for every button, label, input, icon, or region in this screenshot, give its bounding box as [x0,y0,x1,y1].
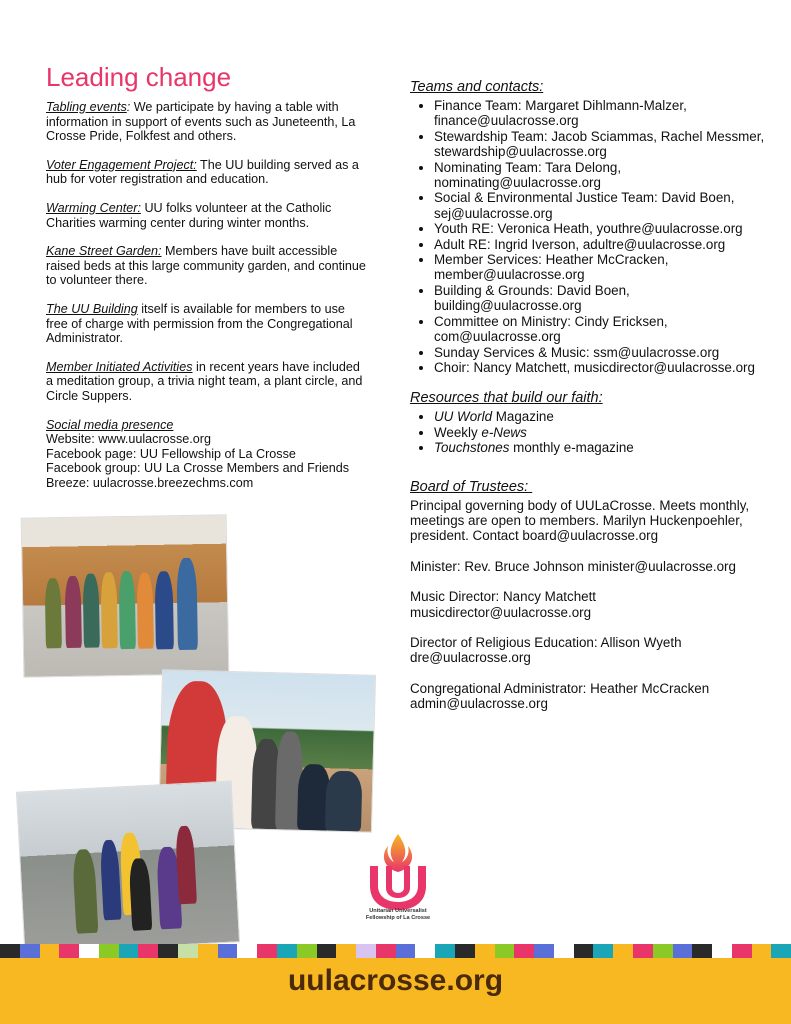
stripe-segment [712,944,732,958]
item-garden [46,244,366,288]
stripe-segment [237,944,257,958]
item-text: We participate by having a table with information in support of events such as Juneteenth, La Crosse Pride, Folkfest and others. [46,100,356,144]
item-label: Voter Engagement Project: [46,157,197,172]
stripe-segment [633,944,653,958]
list-item: • Committee on Ministry: Cindy Ericksen, com@uulacrosse.org [434,314,770,345]
teams-heading: Teams and contacts: [410,79,544,95]
resources-heading: Resources that build our faith: [410,390,603,407]
item-label: Member Initiated Activities [46,359,193,374]
social-heading: Social media presence [46,417,174,432]
stripe-segment [435,944,455,958]
stripe-segment [593,944,613,958]
stripe-segment [198,944,218,958]
stripe-segment [771,944,791,958]
stripe-segment [613,944,633,958]
stripe-segment [376,944,396,958]
resources-list [410,409,770,455]
resource-rest: Magazine [492,409,554,425]
item-label: Warming Center: [46,200,141,215]
stripe-segment [99,944,119,958]
item-text: in recent years have included a meditation group, a trivia night team, a plant circle, and Circle Suppers. [46,359,363,403]
social-media [46,418,366,491]
item-text: itself is available for members to use free of charge with permission from the Congregational Administrator. [46,301,353,346]
list-item [434,409,770,424]
stripe-segment [79,944,99,958]
board-heading: Board of Trustees: [410,478,533,495]
page-title: Leading change [46,62,232,92]
list-item: • Member Services: Heather McCracken, member@uulacrosse.org [434,252,770,283]
staff-minister: Minister: Rev. Bruce Johnson minister@uulacrosse.org [410,558,736,574]
group-photo-indoor [21,514,230,678]
list-item: • Choir: Nancy Matchett, musicdirector@uulacrosse.org [434,360,770,375]
item-text: The UU building served as a hub for voter registration and education. [46,157,359,187]
stripe-segment [732,944,752,958]
staff-administrator: Congregational Administrator: Heather McCracken admin@uulacrosse.org [410,680,710,712]
social-breeze: Breeze: uulacrosse.breezechms.com [46,475,254,490]
stripe-segment [158,944,178,958]
list-item [434,425,770,440]
resource-title: e-News [481,424,527,440]
logo-line2: Fellowship of La Crosse [365,915,431,921]
resource-prefix: Weekly [434,424,482,440]
staff-dre: Director of Religious Education: Allison Wyeth dre@uulacrosse.org [410,634,682,666]
social-facebook-group: Facebook group: UU La Crosse Members and Friends [46,461,350,476]
stripe-segment [257,944,277,958]
stripe-segment [40,944,60,958]
stripe-segment [692,944,712,958]
stripe-segment [119,944,139,958]
item-label: Tabling events [46,100,127,114]
right-column [410,78,770,727]
stripe-segment [396,944,416,958]
stripe-segment [277,944,297,958]
stripe-segment [455,944,475,958]
stripe-segment [138,944,158,958]
stripe-segment [0,944,20,958]
stripe-segment [178,944,198,958]
list-item: • Social & Environmental Justice Team: David Boen, sej@uulacrosse.org [434,190,770,221]
logo-caption [346,908,450,922]
item-warming [46,201,366,230]
color-stripe [0,944,791,958]
group-photo-outdoor [16,780,240,953]
item-text: UU folks volunteer at the Catholic Charities warming center during winter months. [46,200,332,230]
stripe-segment [297,944,317,958]
stripe-segment [317,944,337,958]
stripe-segment [653,944,673,958]
resource-title: Touchstones [434,440,510,456]
item-sep: : [126,100,131,114]
list-item: • Youth RE: Veronica Heath, youthre@uulacrosse.org [434,221,770,236]
item-member-activities [46,360,366,404]
item-text: Members have built accessible raised beds at this large community garden, and continue to volunteer there. [46,244,366,288]
list-item: • Sunday Services & Music: ssm@uulacrosse.org [434,345,770,360]
stripe-segment [752,944,772,958]
stripe-segment [574,944,594,958]
item-building [46,302,366,346]
footer-url[interactable]: uulacrosse.org [287,964,504,997]
logo-line1: Unitarian Universalist [369,908,427,914]
list-item: • Finance Team: Margaret Dihlmann-Malzer, finance@uulacrosse.org [434,98,770,129]
stripe-segment [673,944,693,958]
resource-rest: monthly e-magazine [509,440,634,456]
list-item [434,440,770,455]
stripe-segment [554,944,574,958]
stripe-segment [495,944,515,958]
stripe-segment [356,944,376,958]
stripe-segment [514,944,534,958]
stripe-segment [415,944,435,958]
list-item: • Nominating Team: Tara Delong, nominating@uulacrosse.org [434,160,770,191]
social-facebook-page: Facebook page: UU Fellowship of La Crosse [46,446,296,461]
list-item: • Adult RE: Ingrid Iverson, adultre@uulacrosse.org [434,237,770,252]
stripe-segment [475,944,495,958]
board-text: Principal governing body of UULaCrosse. Meets monthly, meetings are open to members. Marilyn Huckenpoehler, president. Contact board@uulacrosse.org [410,497,750,544]
stripe-segment [336,944,356,958]
item-voter [46,158,366,187]
item-label: The UU Building [46,301,138,316]
stripe-segment [59,944,79,958]
item-tabling [46,100,366,144]
stripe-segment [20,944,40,958]
staff-music-director: Music Director: Nancy Matchett musicdirector@uulacrosse.org [410,589,597,620]
stripe-segment [534,944,554,958]
left-column [46,62,366,504]
resource-title: UU World [434,409,493,425]
social-website: Website: www.uulacrosse.org [46,432,211,447]
stripe-segment [218,944,238,958]
item-label: Kane Street Garden: [46,244,162,259]
list-item: • Stewardship Team: Jacob Sciammas, Rachel Messmer, stewardship@uulacrosse.org [434,129,770,160]
list-item: • Building & Grounds: David Boen, building@uulacrosse.org [434,283,770,314]
teams-list [410,98,770,375]
